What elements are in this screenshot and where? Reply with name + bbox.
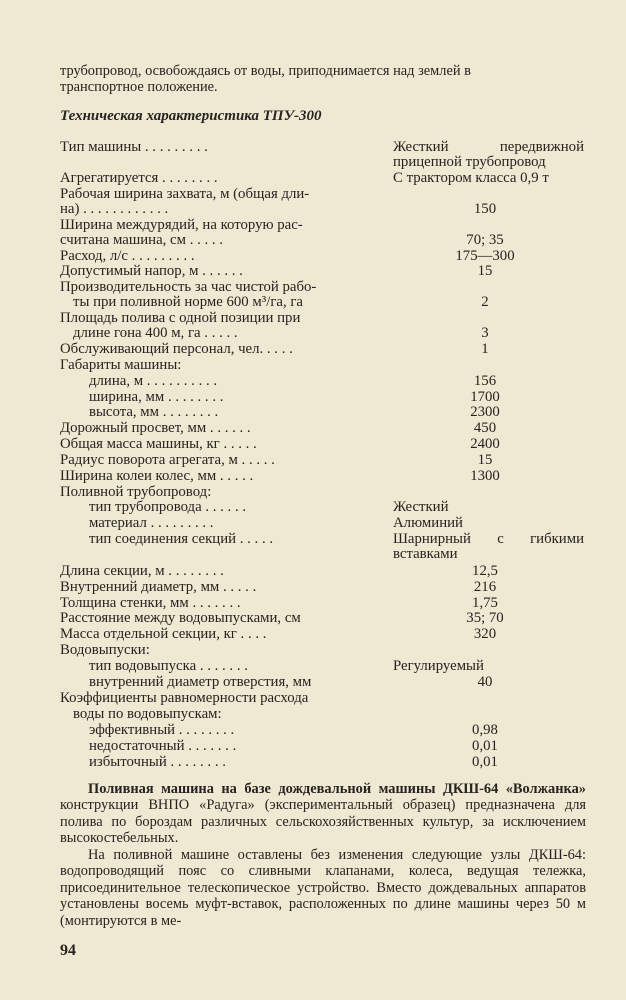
paragraph-machine-description xyxy=(60,781,586,847)
spec-row: материал . . . . . . . . . Алюминий xyxy=(89,515,463,531)
spec-row: эффективный . . . . . . . . 0,98 xyxy=(89,722,498,738)
spec-row: внутренний диаметр отверстия, мм 40 xyxy=(89,674,493,690)
spec-row: Радиус поворота агрегата, м . . . . . 15 xyxy=(60,452,493,468)
paragraph-unchanged-units xyxy=(60,847,586,929)
spec-row: Ширина междурядий, на которую рас- xyxy=(60,217,303,233)
spec-row: на) . . . . . . . . . . . . 150 xyxy=(60,201,497,217)
spec-row: Внутренний диаметр, мм . . . . . 216 xyxy=(60,579,497,595)
spec-row: Расход, л/с . . . . . . . . . 175—300 xyxy=(60,248,515,264)
spec-row: Толщина стенки, мм . . . . . . . 1,75 xyxy=(60,595,498,611)
spec-row: Габариты машины: xyxy=(60,357,182,373)
spec-row: Длина секции, м . . . . . . . . 12,5 xyxy=(60,563,498,579)
page-number: 94 xyxy=(60,942,76,959)
spec-row: Агрегатируется . . . . . . . . С трактором класса 0,9 т xyxy=(60,170,549,186)
spec-row: Коэффициенты равномерности расхода xyxy=(60,690,309,706)
paragraph-bold-lead: Поливная машина на базе дождевальной машины ДКШ-64 «Волжанка» xyxy=(88,781,586,797)
paragraph-text: конструкции ВНПО «Радуга» (экспериментальный образец) предназначена для полива по бороздам различных сельскохозяйственных культур, за исключением высокостебельных. xyxy=(60,797,586,847)
spec-row: тип водовыпуска . . . . . . . Регулируемый xyxy=(89,658,484,674)
spec-row: недостаточный . . . . . . . 0,01 xyxy=(89,738,498,754)
spec-row: Расстояние между водовыпусками, см 35; 70 xyxy=(60,610,504,626)
intro-line-1: трубопровод, освобождаясь от воды, приподнимается над землей в xyxy=(60,63,471,79)
spec-row: считана машина, см . . . . . 70; 35 xyxy=(60,232,504,248)
spec-row: Площадь полива с одной позиции при xyxy=(60,310,301,326)
spec-row: вставками xyxy=(393,546,458,562)
intro-line-2: транспортное положение. xyxy=(60,79,218,96)
spec-row: Общая масса машины, кг . . . . . 2400 xyxy=(60,436,500,452)
spec-row: Дорожный просвет, мм . . . . . . 450 xyxy=(60,420,497,436)
spec-row: прицепной трубопровод xyxy=(393,154,546,170)
section-heading: Техническая характеристика ТПУ-300 xyxy=(60,108,322,124)
intro-paragraph xyxy=(60,63,586,96)
spec-row: Производительность за час чистой рабо- xyxy=(60,279,317,295)
spec-row: длине гона 400 м, га . . . . . 3 xyxy=(73,325,489,341)
spec-row: ширина, мм . . . . . . . . 1700 xyxy=(89,389,500,405)
spec-row: Поливной трубопровод: xyxy=(60,484,212,500)
spec-row: высота, мм . . . . . . . . 2300 xyxy=(89,404,500,420)
spec-row: Тип машины . . . . . . . . . Жесткий передвижной xyxy=(60,139,584,155)
spec-row: Масса отдельной секции, кг . . . . 320 xyxy=(60,626,497,642)
spec-row: избыточный . . . . . . . . 0,01 xyxy=(89,754,498,770)
spec-row: ты при поливной норме 600 м³/га, га 2 xyxy=(73,294,489,310)
spec-row: тип трубопровода . . . . . . Жесткий xyxy=(89,499,449,515)
spec-row: длина, м . . . . . . . . . . 156 xyxy=(89,373,497,389)
paragraph-text: На поливной машине оставлены без изменения следующие узлы ДКШ-64: водопроводящий пояс со сливными клапанами, колеса, ведущая тележка, присоединительное телескопическое устройство. Вместо дождевальных аппаратов установлены восемь муфт-вставок, расположенных по длине машины через 50 м (монтируются в ме- xyxy=(60,847,586,929)
spec-row: Водовыпуски: xyxy=(60,642,150,658)
spec-row: Ширина колеи колес, мм . . . . . 1300 xyxy=(60,468,500,484)
spec-row: Допустимый напор, м . . . . . . 15 xyxy=(60,263,493,279)
spec-row: Обслуживающий персонал, чел. . . . . 1 xyxy=(60,341,489,357)
spec-row: воды по водовыпускам: xyxy=(73,706,222,722)
spec-row: тип соединения секций . . . . . Шарнирный с гибкими xyxy=(89,531,584,547)
spec-row: Рабочая ширина захвата, м (общая дли- xyxy=(60,186,310,202)
